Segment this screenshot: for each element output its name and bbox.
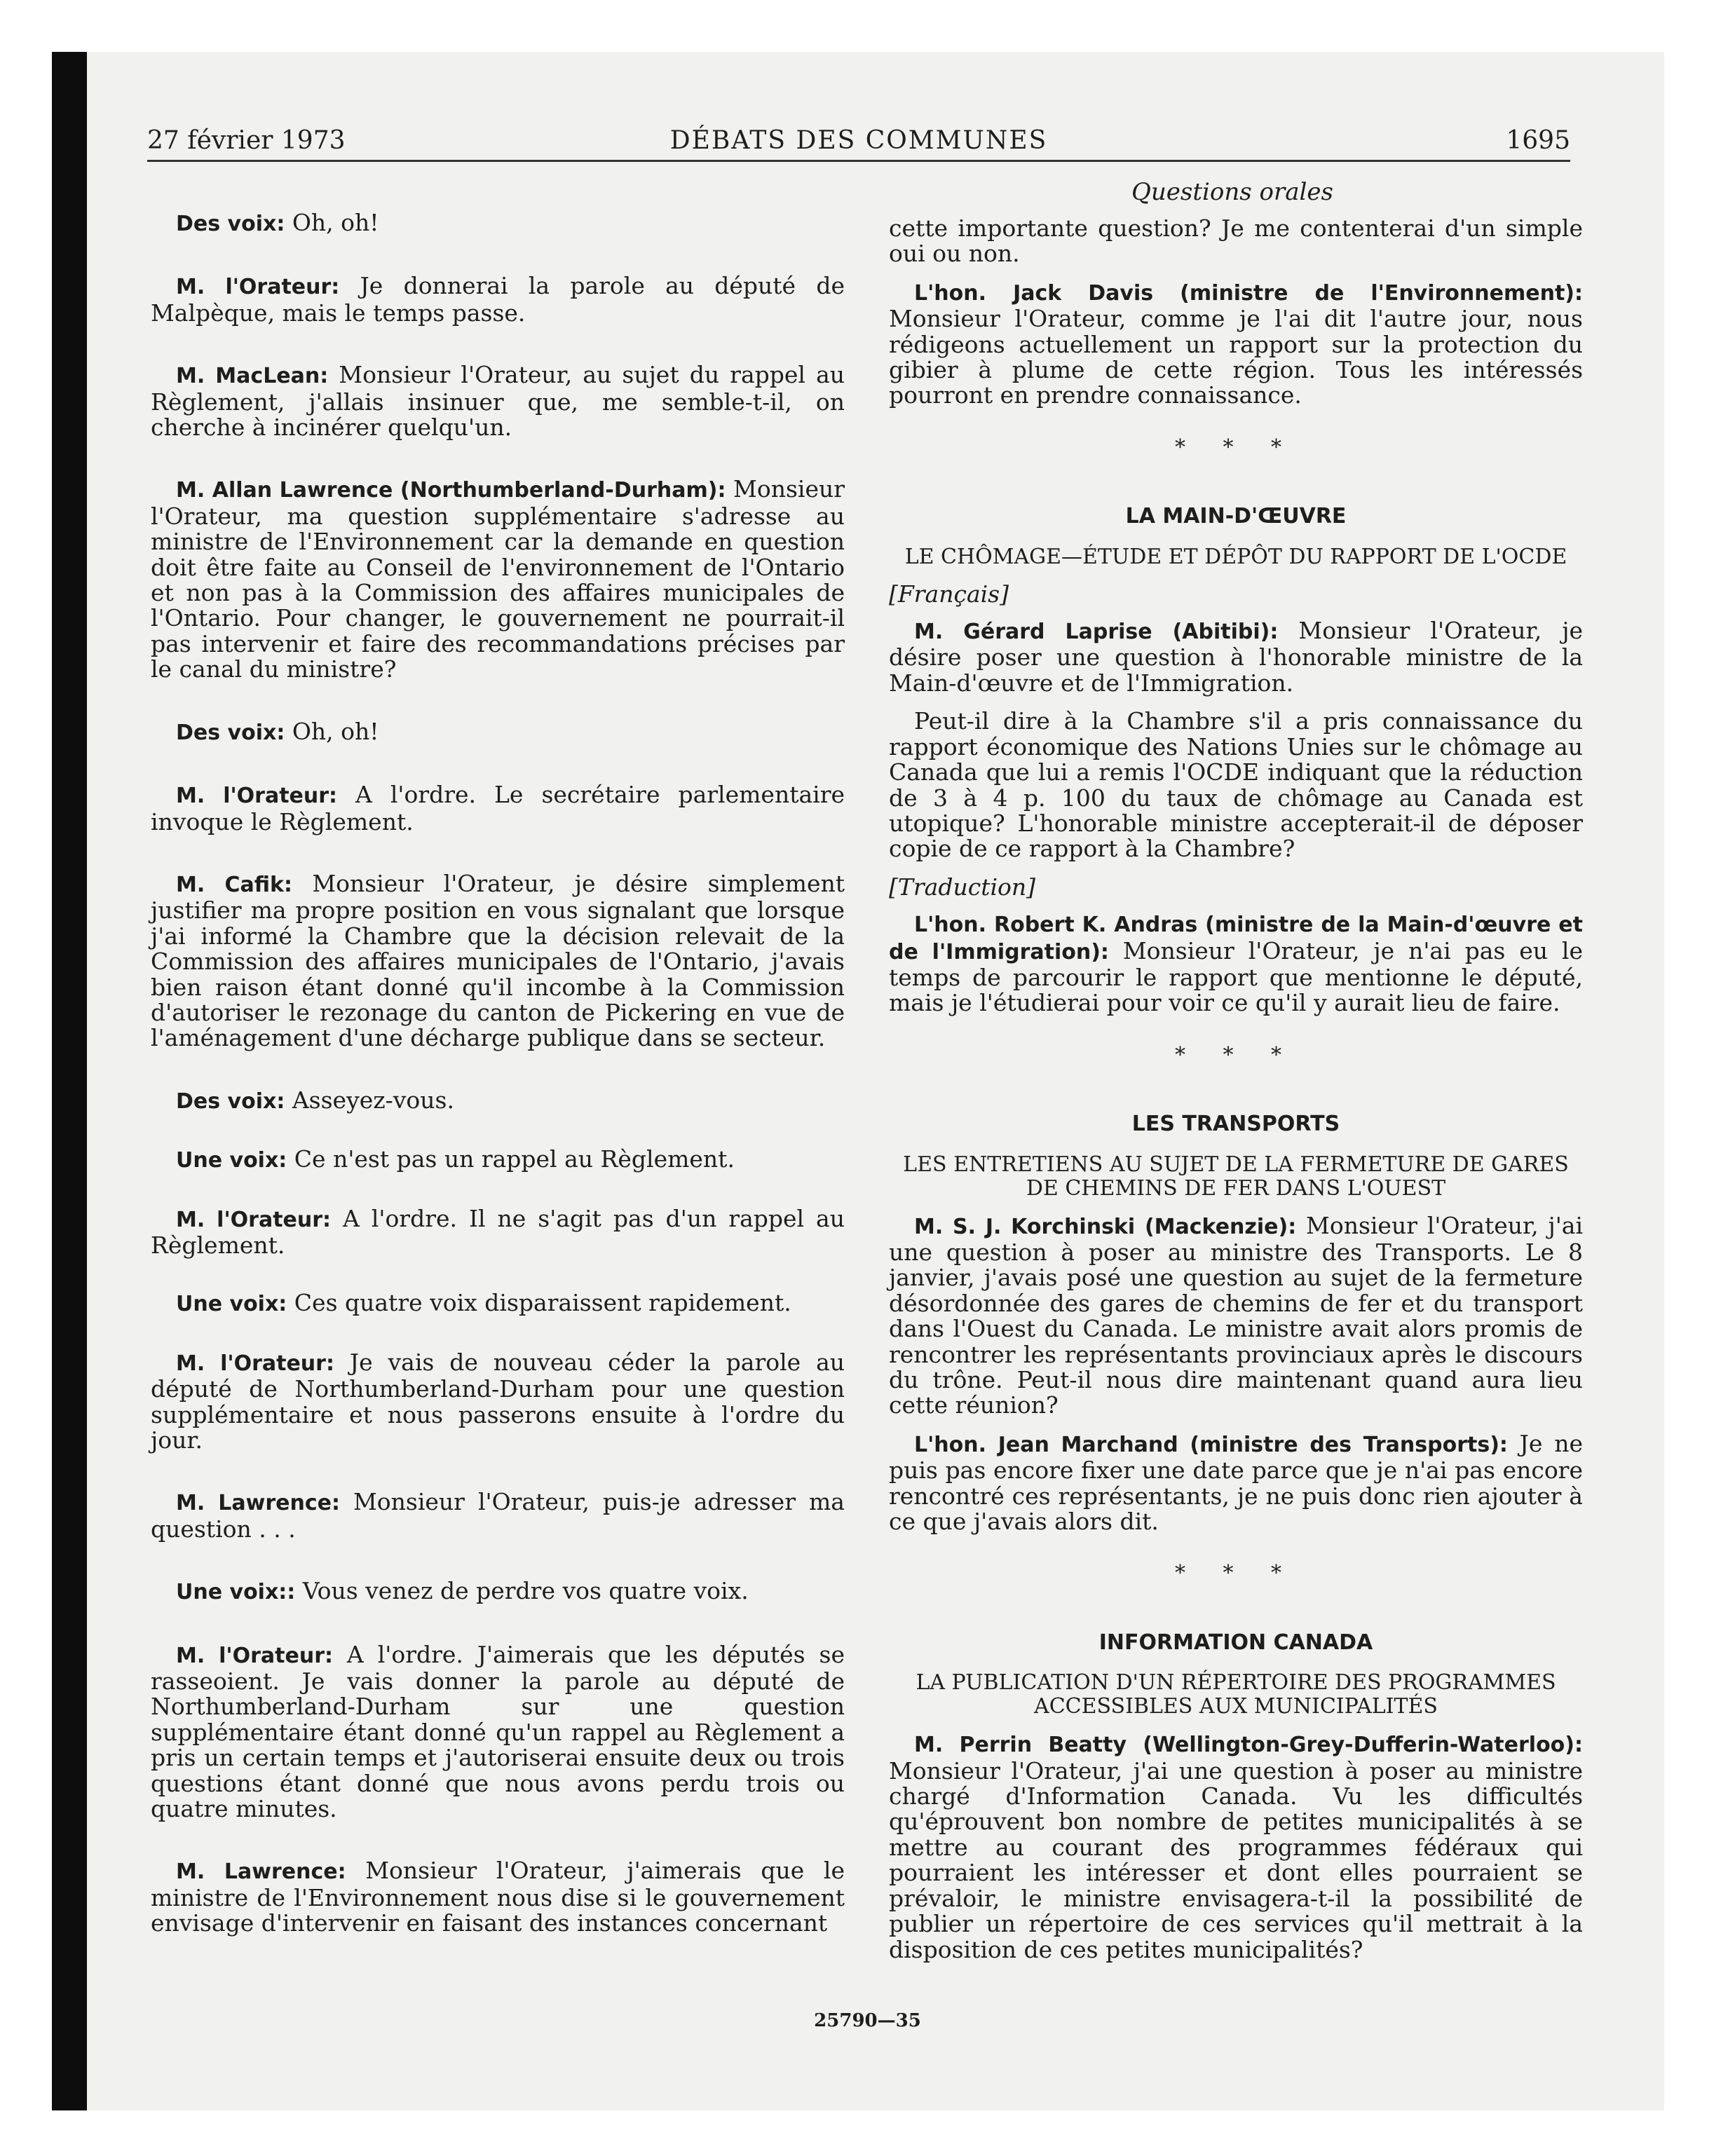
speech: Monsieur l'Orateur, je désire simplement justifier ma propre position en vous signalant que lorsque j'ai informé la Chambre que la décision relevait de la Commission des affaires municipales de l'Ontario, j'avais bien raison étant donné qu'il incombe à la Commission d'autoriser le rezonage du canton de Pickering en vue de l'aménagement d'une décharge publique dans se secteur. — [151, 869, 845, 1052]
paragraph — [889, 1213, 1583, 1419]
speech: A l'ordre. J'aimerais que les députés se rasseoient. Je vais donner la parole au député de Northumberland-Durham sur une question supplémentaire étant donné qu'un rappel au Règlement a pris un certain temps et j'autoriserai ensuite deux ou trois questions étant donné que nous avons perdu trois ou quatre minutes. — [151, 1640, 845, 1823]
language-note: [Traduction] — [889, 873, 1036, 901]
speech: Monsieur l'Orateur, au sujet du rappel au Règlement, j'allais insinuer que, me semble-t-il, on cherche à incinérer quelqu'un. — [151, 361, 845, 442]
paragraph — [889, 1731, 1583, 1963]
paragraph — [151, 1206, 845, 1259]
speaker: M. l'Orateur: — [176, 784, 338, 809]
paragraph — [151, 1290, 845, 1317]
speaker: M. Gérard Laprise (Abitibi): — [914, 620, 1279, 645]
speaker: M. Lawrence: — [176, 1491, 340, 1516]
speaker: M. Cafik: — [176, 872, 292, 897]
section-separator: * * * — [1174, 1561, 1298, 1586]
speaker: Une voix: — [176, 1148, 287, 1173]
paragraph — [151, 1350, 845, 1454]
speech: Oh, oh! — [285, 209, 379, 236]
speech: Ce n'est pas un rappel au Règlement. — [287, 1145, 735, 1173]
header-date: 27 février 1973 — [147, 126, 346, 155]
page-header — [147, 125, 1570, 162]
speech: A l'ordre. Le secrétaire parlementaire invoque le Règlement. — [151, 781, 845, 835]
speaker: M. Perrin Beatty (Wellington-Grey-Dufferin-Waterloo): — [914, 1733, 1583, 1758]
paragraph — [151, 210, 845, 237]
section-subtitle: LES ENTRETIENS AU SUJET DE LA FERMETURE DE GARES DE CHEMINS DE FER DANS L'OUEST — [903, 1152, 1569, 1201]
paragraph — [889, 280, 1583, 409]
speech: Monsieur l'Orateur, j'ai une question à poser au ministre chargé d'Information Canada. Vu les difficultés qu'éprouvent bon nombre de petites municipalités à se mettre au courant des programmes fédéraux qui pourraient les intéresser et dont elles pourraient se prévaloir, le ministre envisagera-t-il la possibilité de publier un répertoire de ces services qu'il mettrait à la disposition de ces petites municipalités? — [889, 1756, 1583, 1963]
speaker: Une voix:: — [176, 1580, 296, 1605]
speech: Oh, oh! — [285, 717, 379, 745]
speaker: M. S. J. Korchinski (Mackenzie): — [914, 1214, 1297, 1239]
paragraph — [151, 871, 845, 1051]
paragraph: Peut-il dire à la Chambre s'il a pris connaissance du rapport économique des Nations Unies sur le chômage au Canada que lui a remis l'OCDE indiquant que la réduction de 3 à 4 p. 100 du taux de chômage au Canada est utopique? L'honorable ministre accepterait-il de déposer copie de ce rapport à la Chambre? — [889, 707, 1583, 863]
speaker: M. MacLean: — [176, 364, 329, 389]
paragraph — [151, 1088, 845, 1114]
speaker: Une voix: — [176, 1292, 287, 1317]
speaker: M. l'Orateur: — [176, 1207, 332, 1232]
section-title: LES TRANSPORTS — [1131, 1112, 1340, 1137]
paragraph — [151, 1147, 845, 1173]
paragraph — [889, 1431, 1583, 1535]
paragraph — [151, 1642, 845, 1822]
header-title: DÉBATS DES COMMUNES — [669, 126, 1048, 155]
section-subtitle: LE CHÔMAGE—ÉTUDE ET DÉPÔT DU RAPPORT DE L'OCDE — [904, 544, 1567, 569]
paragraph — [151, 477, 845, 682]
speech: Monsieur l'Orateur, puis-je adresser ma question . . . — [151, 1488, 845, 1543]
speech: Monsieur l'Orateur, je n'ai pas eu le temps de parcourir le rapport que mentionne le député, mais je l'étudierai pour voir ce qu'il y aurait lieu de faire. — [889, 936, 1583, 1017]
speech: Monsieur l'Orateur, comme je l'ai dit l'autre jour, nous rédigeons actuellement un rapport sur la protection du gibier à plume de cette région. Tous les intéressés pourront en prendre connaissance. — [889, 305, 1583, 409]
page-footer-code: 25790—35 — [814, 2010, 921, 2031]
speaker: Des voix: — [176, 1089, 285, 1114]
speech: Je vais de nouveau céder la parole au député de Northumberland-Durham pour une question supplémentaire et nous passerons ensuite à l'ordre du jour. — [151, 1348, 845, 1454]
speaker: M. l'Orateur: — [176, 1643, 333, 1668]
speech: Ces quatre voix disparaissent rapidement. — [287, 1289, 791, 1317]
paragraph — [151, 782, 845, 835]
speech: A l'ordre. Il ne s'agit pas d'un rappel au Règlement. — [151, 1204, 845, 1259]
speaker: M. Lawrence: — [176, 1860, 346, 1885]
right-column — [889, 216, 1583, 1975]
speech: Monsieur l'Orateur, ma question supplémentaire s'adresse au ministre de l'Environnement car la demande en question doit être faite au Conseil de l'environnement de l'Ontario et non pas à la Commission des affaires municipales de l'Ontario. Pour changer, le gouvernement ne pourrait-il pas intervenir et faire des recommandations précises par le canal du ministre? — [151, 475, 845, 683]
section-title: INFORMATION CANADA — [1098, 1630, 1373, 1655]
speech: Je ne puis pas encore fixer une date parce que je n'ai pas encore rencontré ces représentants, je ne puis donc rien ajouter à ce que j'avais alors dit. — [889, 1429, 1583, 1536]
speech: Monsieur l'Orateur, j'aimerais que le ministre de l'Environnement nous dise si le gouvernement envisage d'intervenir en faisant des instances concernant — [151, 1857, 845, 1937]
paragraph — [151, 719, 845, 746]
scan-binding-edge — [52, 52, 87, 2110]
speaker: Des voix: — [176, 720, 285, 745]
speaker: M. Allan Lawrence (Northumberland-Durham): — [176, 478, 726, 503]
speaker: M. l'Orateur: — [176, 275, 340, 300]
speech: Monsieur l'Orateur, je désire poser une question à l'honorable ministre de la Main-d'œuvre et de l'Immigration. — [889, 617, 1583, 697]
left-column — [151, 210, 845, 1973]
section-separator: * * * — [1174, 435, 1298, 460]
speech: Je donnerai la parole au député de Malpèque, mais le temps passe. — [151, 272, 845, 327]
paragraph — [151, 273, 845, 326]
header-page-number: 1695 — [1506, 126, 1570, 155]
section-separator: * * * — [1174, 1042, 1298, 1067]
speaker: L'hon. Jean Marchand (ministre des Transports): — [914, 1432, 1508, 1457]
speech: Monsieur l'Orateur, j'ai une question à poser au ministre des Transports. Le 8 janvier, j'avais posé une question au sujet de la fermeture désordonnée des gares de chemins de fer et du transport dans l'Ouest du Canada. Le ministre avait alors promis de rencontrer les représentants provinciaux après le discours du trône. Peut-il nous dire maintenant quand aura lieu cette réunion? — [889, 1211, 1583, 1419]
paragraph — [889, 911, 1583, 1016]
speaker: M. l'Orateur: — [176, 1351, 334, 1376]
paragraph-continuation: cette importante question? Je me contenterai d'un simple oui ou non. — [889, 214, 1583, 268]
speech: Asseyez-vous. — [285, 1086, 454, 1114]
speech: Vous venez de perdre vos quatre voix. — [295, 1577, 749, 1605]
paragraph — [151, 1489, 845, 1542]
section-subtitle: LA PUBLICATION D'UN RÉPERTOIRE DES PROGRAMMES ACCESSIBLES AUX MUNICIPALITÉS — [916, 1670, 1556, 1719]
paragraph — [151, 1858, 845, 1936]
paragraph — [151, 1578, 845, 1605]
speaker: Des voix: — [176, 212, 285, 236]
section-title: LA MAIN-D'ŒUVRE — [1125, 504, 1347, 529]
speaker: L'hon. Jack Davis (ministre de l'Environnement): — [914, 280, 1583, 306]
speaker: L'hon. Robert K. Andras (ministre de la Main-d'œuvre et de l'Immigration): — [889, 913, 1583, 964]
language-note: [Français] — [889, 580, 1009, 608]
section-running-head: Questions orales — [1131, 178, 1333, 206]
paragraph — [151, 362, 845, 440]
paragraph — [889, 618, 1583, 696]
